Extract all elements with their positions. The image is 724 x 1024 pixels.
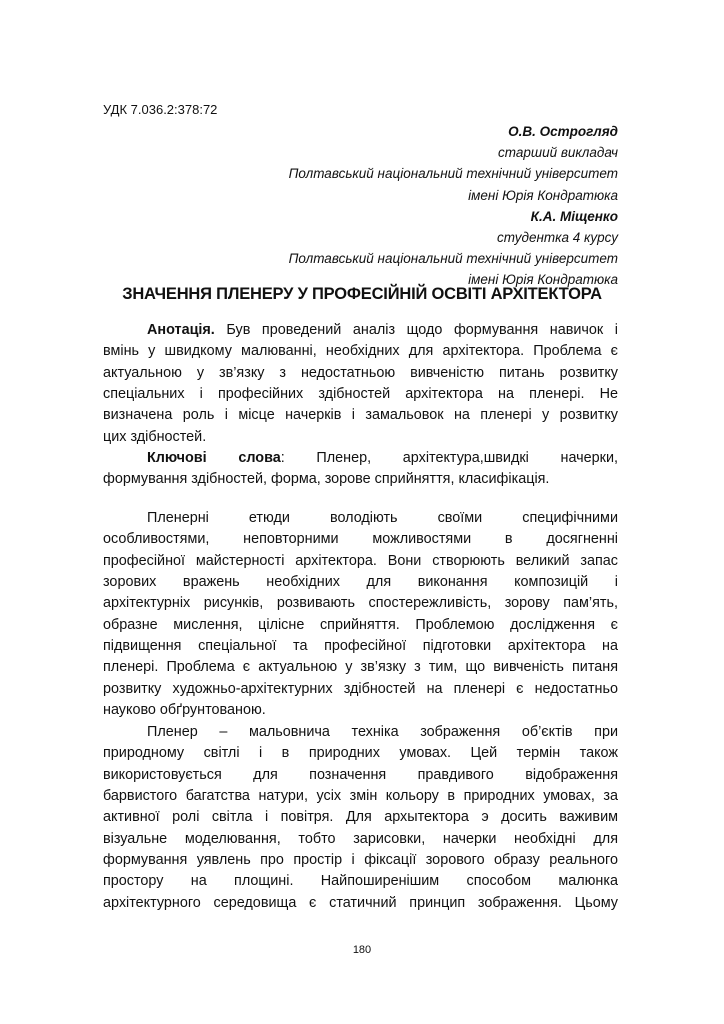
abstract-line: вмінь у швидкому малюванні, необхідних для архітектора. Проблема є bbox=[103, 343, 618, 360]
author-position: старший викладач bbox=[498, 145, 618, 161]
page-number: 180 bbox=[352, 944, 372, 956]
text-line: використовується для позначення правдивого відображення bbox=[103, 766, 618, 783]
author-name: О.В. Острогляд bbox=[508, 124, 618, 139]
body-paragraph-2 bbox=[103, 722, 618, 914]
keywords-label: Ключові слова bbox=[147, 450, 281, 467]
text-line: Пленер – мальовнича техніка зображення об’єктів при bbox=[147, 724, 618, 740]
author-affiliation: Полтавський національний технічний університет bbox=[288, 251, 618, 267]
author-position: студентка 4 курсу bbox=[497, 230, 618, 246]
abstract bbox=[103, 320, 618, 491]
text-line: розвитку художньо-архітектурних здібностей на пленері є недостатньо bbox=[103, 680, 618, 697]
abstract-label: Анотація. bbox=[147, 322, 215, 338]
text-line: науково обґрунтованою. bbox=[103, 702, 266, 719]
text-line: зорових вражень необхідних для виконання композицій і bbox=[103, 574, 618, 591]
text-line: архітектурного середовища є статичний принцип зображення. Цьому bbox=[103, 894, 618, 911]
article-title: ЗНАЧЕННЯ ПЛЕНЕРУ У ПРОФЕСІЙНІЙ ОСВІТІ АРХІТЕКТОРА bbox=[122, 285, 602, 303]
text-line: Пленерні етюди володіють своїми специфічними bbox=[147, 510, 618, 526]
author-affiliation: Полтавський національний технічний університет bbox=[288, 166, 618, 182]
author-affiliation: імені Юрія Кондратюка bbox=[468, 187, 618, 203]
text-line: архітектурніх рисунків, розвивають спостережливість, зорову пам’ять, bbox=[103, 595, 618, 612]
text-line: образне мислення, цілісне сприйняття. Проблемою дослідження є bbox=[103, 616, 618, 633]
text-line: підвищення спеціальної та професійної підготовки архітектора на bbox=[103, 638, 618, 655]
abstract-line: цих здібностей. bbox=[103, 428, 207, 445]
author-name: К.А. Міщенко bbox=[530, 208, 618, 224]
text-line: простору на площині. Найпоширенішим способом малюнка bbox=[103, 873, 618, 890]
udc-code: УДК 7.036.2:378:72 bbox=[103, 102, 218, 117]
text-line: професійної майстерності архітектора. Вони створюють великий запас bbox=[103, 552, 618, 569]
keywords-text: : Пленер, архітектура,швидкі начерки, bbox=[280, 450, 618, 467]
author-affiliation: імені Юрія Кондратюка bbox=[468, 272, 618, 288]
abstract-line bbox=[103, 320, 618, 341]
abstract-line: спеціальних і професійних здібностей архітектора на пленері. Не bbox=[103, 386, 618, 403]
text-line: візуальне моделювання, тобто зарисовки, начерки необхідні для bbox=[103, 830, 618, 847]
text-line: активної ролі світла і повітря. Для архытектора э досить важивим bbox=[103, 809, 618, 826]
keywords-line: формування здібностей, форма, зорове сприйняття, класифікація. bbox=[103, 471, 550, 488]
abstract-text: Був проведений аналіз щодо формування навичок і bbox=[214, 322, 618, 338]
abstract-line: актуальною у зв’язку з недостатньою вивченістю питань розвитку bbox=[103, 364, 618, 381]
authors-block bbox=[289, 121, 618, 291]
abstract-line: визначена роль і місце начерків і замальовок на пленері у розвитку bbox=[103, 407, 618, 424]
text-line: природному світлі і в природних умовах. Цей термін також bbox=[103, 745, 618, 762]
keywords-line bbox=[103, 448, 618, 469]
text-line: формування уявлень про простір і фіксації зорового образу реального bbox=[103, 852, 618, 869]
text-line: особливостями, неповторними можливостями в досягненні bbox=[103, 531, 618, 548]
body-paragraph-1 bbox=[103, 508, 618, 721]
text-line: барвистого багатства натури, усіх змін кольору в природних умовах, за bbox=[103, 788, 618, 805]
text-line: пленері. Проблема є актуальною у зв’язку з тим, що вивченість питаня bbox=[103, 659, 618, 676]
